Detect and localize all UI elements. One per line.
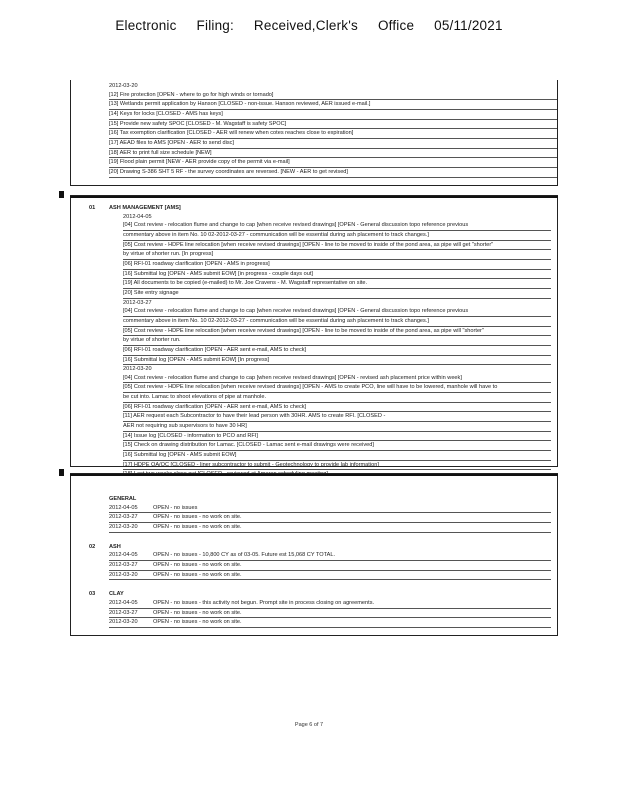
header-part: 05/11/2021: [434, 18, 503, 33]
header-part: Office: [377, 18, 415, 33]
status-row: [109, 599, 551, 609]
note-line: [05] Cost review - HDPE line relocation [when receive revised drawings] [OPEN - AMS to create PCO, line will have to be lowered, manhole will have to: [123, 383, 551, 393]
note-line: [06] RFI-01 roadway clarification [OPEN - AER sent e-mail, AMS to check]: [123, 346, 551, 356]
status-text: OPEN - no issues - no work on site.: [153, 523, 242, 530]
status-row: [109, 551, 551, 561]
note-line: [04] Cost review - relocation flume and change to cap [when receive revised drawings] [OPEN - revised ash placement price within week]: [123, 374, 551, 384]
status-row: [109, 561, 551, 571]
header-part: Filing:: [196, 18, 234, 33]
section-title: CLAY: [109, 591, 124, 598]
status-text: OPEN - no issues - no work on site.: [153, 561, 242, 568]
status-date: 2012-03-20: [109, 523, 138, 530]
status-row: [109, 504, 551, 514]
header-part: Electronic: [115, 18, 177, 33]
status-date: 2012-03-27: [109, 561, 138, 568]
note-line: by virtue of shorter run.: [123, 336, 551, 346]
status-text: OPEN - no issues: [153, 504, 198, 511]
status-date: 2012-03-20: [109, 619, 138, 626]
page-number: Page 6 of 7: [294, 722, 324, 728]
note-line: [15] Provide new safety SPOC [CLOSED - M. Wagstaff is safety SPOC]: [109, 120, 557, 130]
note-line: [05] Cost review - HDPE line relocation [when receive revised drawings] [OPEN - line to be moved to inside of the pond area, as pipe will "shorter": [123, 327, 551, 337]
section-number: 01: [89, 205, 96, 211]
note-line: [06] RFI-01 roadway clarification [OPEN - AER sent e-mail, AMS to check]: [123, 403, 551, 413]
block-top-rule: [70, 474, 558, 476]
status-row: [109, 513, 551, 523]
note-line: [19] Flood plain permit [NEW - AER provide copy of the permit via e-mail]: [109, 158, 557, 168]
note-line: [13] Wetlands permit application by Hanson [CLOSED - non-issue. Hanson reviewed, AER issued e-mail.]: [109, 100, 557, 110]
status-text: OPEN - no issues - no work on site.: [153, 571, 242, 578]
filing-stamp-header: [0, 18, 618, 33]
note-line: [04] Cost review - relocation flume and change to cap [when receive revised drawings] [OPEN - General discussion topo reference previous: [123, 307, 551, 317]
date-group: [109, 365, 551, 480]
status-section-ash: [89, 543, 551, 581]
status-section-general: [89, 495, 551, 533]
notes-block-1: [70, 80, 558, 186]
note-line: [12] Fire protection [OPEN - where to go for high winds or tornado]: [109, 91, 557, 101]
notes-block-status: [70, 473, 558, 636]
note-line: [14] Keys for locks [CLOSED - AMS has keys]: [109, 110, 557, 120]
section-title: GENERAL: [109, 496, 137, 502]
block-date: 2012-03-20: [109, 83, 138, 89]
note-line: [06] RFI-01 roadway clarification [OPEN - AMS in progress]: [123, 260, 551, 270]
section-number: [89, 495, 109, 533]
status-row: [109, 571, 551, 581]
note-line: [11] AER request each Subcontractor to have their lead person with 30HR. AMS to create RFI. [CLOSED -: [123, 412, 551, 422]
status-date: 2012-03-27: [109, 609, 138, 616]
section-title: ASH: [109, 543, 121, 550]
note-line: [17] HDPE QA/QC [CLOSED - liner subcontractor to submit - Geotechnology to provide lab information]: [123, 461, 551, 471]
status-date: 2012-03-27: [109, 514, 138, 521]
note-line: [20] Site entry signage: [123, 289, 551, 299]
notes-block-ash-management: [70, 195, 558, 467]
status-row: [109, 523, 551, 533]
date-group: [109, 213, 551, 299]
note-line: [05] Cost review - HDPE line relocation [when receive revised drawings] [OPEN - line to be moved to inside of the pond area, as pipe will get "shorter": [123, 241, 551, 251]
status-text: OPEN - no issues - 10,800 CY as of 03-05. Future est 15,068 CY TOTAL.: [153, 552, 335, 559]
status-text: OPEN - no issues - no work on site.: [153, 514, 242, 521]
section-number: 02: [89, 543, 96, 550]
note-line: [16] Submittal log [OPEN - AMS submit EOW]: [123, 451, 551, 461]
group-date: 2012-03-27: [123, 299, 152, 306]
note-line: [14] Issue log [CLOSED - information to PCO and RFI]: [123, 432, 551, 442]
status-date: 2012-04-05: [109, 504, 138, 511]
date-group: [109, 299, 551, 366]
note-line: [16] Submittal log [OPEN - AMS submit EOW] [In progress]: [123, 356, 551, 366]
note-line: by virtue of shorter run. [In progress]: [123, 250, 551, 260]
note-line: AER not requiring sub supervisors to have 30 HR]: [123, 422, 551, 432]
section-title: ASH MANAGEMENT [AMS]: [109, 205, 181, 211]
status-text: OPEN - no issues - this activity not begun. Prompt site in process closing on agreements.: [153, 599, 375, 606]
group-date: 2012-04-05: [123, 213, 152, 220]
section-number: 03: [89, 591, 96, 598]
note-line: [18] AER to print full size schedule [NEW]: [109, 149, 557, 159]
document-body: [70, 80, 558, 636]
status-date: 2012-03-20: [109, 571, 138, 578]
note-line: be cut into. Lamac to shoot elevations of pipe at manhole.: [123, 393, 551, 403]
note-line: commentary above in item No. 10 02-2012-03-27 - communication will be essential during ash placement to track changes.]: [123, 231, 551, 241]
note-line: [04] Cost review - relocation flume and change to cap [when receive revised drawings] [OPEN - General discussion topo reference previous: [123, 221, 551, 231]
group-date: 2012-03-20: [123, 366, 152, 373]
status-date: 2012-04-05: [109, 599, 138, 606]
status-row: [109, 609, 551, 619]
status-row: [109, 618, 551, 628]
note-line: [19] All documents to be copied (e-mailed) to Mr. Joe Cravens - M. Wagstaff representative on site.: [123, 279, 551, 289]
status-text: OPEN - no issues - no work on site.: [153, 619, 242, 626]
note-line: [17] AEAD files to AMS [OPEN - AER to send disc]: [109, 139, 557, 149]
block-top-rule: [70, 196, 558, 198]
status-text: OPEN - no issues - no work on site.: [153, 609, 242, 616]
note-line: [20] Drawing S-386 SHT 5 RF - the survey coordinates are reversed. [NEW - AER to get revised]: [109, 168, 557, 178]
note-line: [15] Check on drawing distribution for Lamac. [CLOSED - Lamac sent e-mail drawings were received]: [123, 441, 551, 451]
status-section-clay: [89, 590, 551, 628]
note-line: commentary above in item No. 10 02-2012-03-27 - communication will be essential during ash placement to track changes.]: [123, 317, 551, 327]
header-part: Received,Clerk's: [253, 18, 358, 33]
section-marker: [59, 191, 64, 198]
note-line: [16] Submittal log [OPEN - AMS submit EOW] [in progress - couple days out]: [123, 270, 551, 280]
note-line: [16] Tax exemption clarification [CLOSED - AER will renew when cotes reaches close to expiration]: [109, 129, 557, 139]
status-date: 2012-04-05: [109, 552, 138, 559]
section-marker: [59, 469, 64, 476]
